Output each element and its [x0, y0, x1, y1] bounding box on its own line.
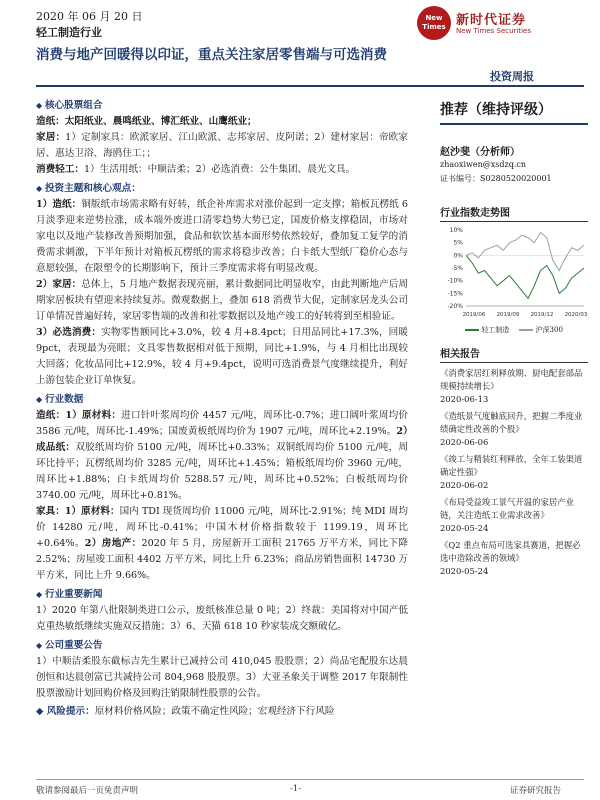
- y-tick-label: -10%: [447, 277, 463, 285]
- legend-csi300: 沪深300: [519, 325, 563, 335]
- notices-text: 1）中顺洁柔股东截标吉先生累计已减持公司 410,045 股股票；2）尚品宅配股东达晨创恒和达晨创富已共减持公司 804,968 股股票。3）大亚圣象关于调整 2017 年限制性股票激励计划回购价格及回购注销限制性股票的公告。: [36, 656, 408, 699]
- y-tick-label: 0%: [453, 252, 463, 260]
- section-industry-data: ◆ 行业数据: [36, 391, 408, 408]
- page-number: -1-: [290, 784, 302, 794]
- logo-name: 新时代证券: [456, 13, 527, 28]
- related-report[interactable]: 《造纸景气度触底回升，把握二季度业绩确定性改善的个股》 2020-06-06: [440, 411, 583, 447]
- header-divider: [36, 85, 584, 87]
- y-tick-label: -20%: [447, 303, 463, 310]
- series-line-csi300: [466, 233, 584, 271]
- related-reports-title: 相关报告: [440, 345, 588, 363]
- report-date: 2020 年 06 月 20 日: [36, 10, 143, 23]
- y-tick-label: 10%: [449, 227, 463, 234]
- view-consumer: 3）必选消费：实物零售额同比+3.0%，较 4 月+8.4pct；日用品同比+17.3%，回暖 9pct，表现最为亮眼；文具零售数据相对低于预期，同比+1.9%，与 4 月相比出现较大回落；化妆品同比+12.9%，较 4 月+9.4pct，说明可选消费景气度继续提升，利好上游包装企业订单恢复。: [36, 327, 408, 386]
- industry-name: 轻工制造行业: [36, 26, 102, 39]
- y-tick-label: -15%: [447, 290, 463, 298]
- chart-legend: [440, 325, 588, 335]
- x-tick-label: 2019/06: [462, 312, 486, 318]
- index-trend-chart: [440, 226, 588, 324]
- section-news: ◆ 行业重要新闻: [36, 586, 408, 603]
- related-report[interactable]: 《Q2 重点布局可选家具赛道，把握必选中造除改善的领域》 2020-05-24: [440, 540, 581, 576]
- x-tick-label: 2019/09: [496, 312, 520, 318]
- related-report[interactable]: 《布局受益竣工景气开温的家居产业链，关注造纸工业需求改善》 2020-05-24: [440, 497, 574, 533]
- chart-title: 行业指数走势图: [440, 204, 588, 222]
- report-type: 投资周报: [490, 70, 534, 83]
- logo-subtitle: New Times Securities: [456, 27, 531, 35]
- side-column: [440, 95, 588, 578]
- rating-divider: [440, 123, 588, 125]
- analyst-email[interactable]: zhaoxiwen@xsdzq.cn: [440, 160, 527, 169]
- main-column: [36, 95, 408, 720]
- logo-abbr: New Times: [422, 14, 446, 31]
- footer-report-label: 证券研究报告: [510, 786, 562, 796]
- combo-consumer: 消费轻工：1）生活用纸：中顺洁柔；2）必选消费：公牛集团、晨光文具。: [36, 164, 356, 175]
- legend-light-industry: 轻工制造: [465, 325, 509, 335]
- series-line-light-industry: [466, 255, 584, 298]
- data-paper: 造纸：1）原材料：进口针叶浆周均价 4457 元/吨，周环比-0.7%；进口阔叶浆周均价 3586 元/吨，周环比-1.49%；国废黄板纸周均价为 1907 元/吨，周环比+2.19%。2）成品纸：双胶纸周均价 5100 元/吨，周环比+0.33%；双铜纸周均价 5100 元/吨，周环比持平；瓦楞纸周均价 3285 元/吨，周环比+1.45%；箱板纸周均价 3960 元/吨，周环比+1.88%；白卡纸周均价 5288.57 元/吨，周环比+0.52%；白板纸周均价 3740.00 元/吨，周环比+0.81%。: [36, 410, 408, 501]
- footer-divider: [36, 779, 584, 780]
- data-home: 家具：1）原材料：国内 TDI 现货周均价 11000 元/吨，周环比-2.91%；纯 MDI 周均价 14280 元/吨，周环比-0.41%；中国木材价格指数较于 1199.19，周环比+0.64%。2）房地产：2020 年 5 月，房屋新开工面积 21765 万平方米，同比下降 2.52%；房屋竣工面积 4402 万平方米，同比上升 6.23%；商品房销售面积 14730 万平方米，同比上升 9.66%。: [36, 506, 408, 581]
- combo-home: 家居：1）定制家具：欧派家居、江山欧派、志邦家居、皮阿诺；2）建材家居：帝欧家居、惠达卫浴、海鸥住工；；: [36, 132, 408, 159]
- view-paper: 1）造纸：铜版纸市场需求略有好转，纸企补库需求对涨价起到一定支撑；箱板瓦楞纸 6 月淡季迎来逆势拉涨，成本端外废进口清零趋势大势已定，国废价格支撑稳固，市场对家电以及地产装修改善预期加强，食品和软饮基本面形势依然较好，叠加复工复学的消费需求刺激，下半年预计对箱板瓦楞纸的需求将稳步改善；白卡纸大型纸厂稳价心态与意愿较强，在限塑令的长期影响下，预计三季度需求将有明显改观。: [36, 199, 408, 274]
- rating: 推荐（维持评级）: [440, 102, 552, 118]
- analyst-name: 赵沙斐（分析师）: [440, 147, 520, 158]
- section-views: ◆ 投资主题和核心观点：: [36, 180, 408, 197]
- related-report[interactable]: 《竣工与精装红利释放，全年工装渠道确定性强》 2020-06-02: [440, 454, 583, 490]
- brand-logo: [417, 6, 451, 40]
- analyst-cert: 证书编号：S0280520020001: [440, 174, 552, 183]
- y-tick-label: -5%: [451, 265, 463, 272]
- footer-disclaimer: 敬请参阅最后一页免责声明: [36, 786, 139, 796]
- section-core-portfolio: ◆ 核心股票组合: [36, 97, 408, 114]
- x-tick-label: 2019/12: [530, 312, 554, 318]
- headline: 消费与地产回暖得以印证，重点关注家居零售端与可选消费: [36, 47, 387, 63]
- view-home: 2）家居：总体上，5 月地产数据表现亮丽，累计数据同比明显收窄，由此判断地产后周期家居板块有望迎来持续复苏。微观数据上，叠加 618 消费节大促，定制家居龙头公司订单情况普遍好转，家居零售端的改善和社零数据以及地产竣工的好转将到至相验证。: [36, 279, 408, 322]
- section-notices: ◆ 公司重要公告: [36, 637, 408, 654]
- y-tick-label: 5%: [453, 239, 463, 247]
- related-report[interactable]: 《消费家居红利释放期、厨电配套部品规模持续增长》 2020-06-13: [440, 368, 583, 404]
- news-text: 1）2020 年第八批限制类进口公示，废纸核准总量 0 吨；2）终裁：美国将对中国产低克重热敏纸继续实施双反措施；3）6、天猫 618 10 秒家装成交额破亿。: [36, 605, 408, 632]
- x-tick-label: 2020/03: [564, 312, 588, 318]
- risk-line: ◆ 风险提示：原材料价格风险；政策不确定性风险；宏观经济下行风险: [36, 706, 335, 717]
- combo-paper: 造纸：太阳纸业、晨鸣纸业、博汇纸业、山鹰纸业；: [36, 116, 257, 127]
